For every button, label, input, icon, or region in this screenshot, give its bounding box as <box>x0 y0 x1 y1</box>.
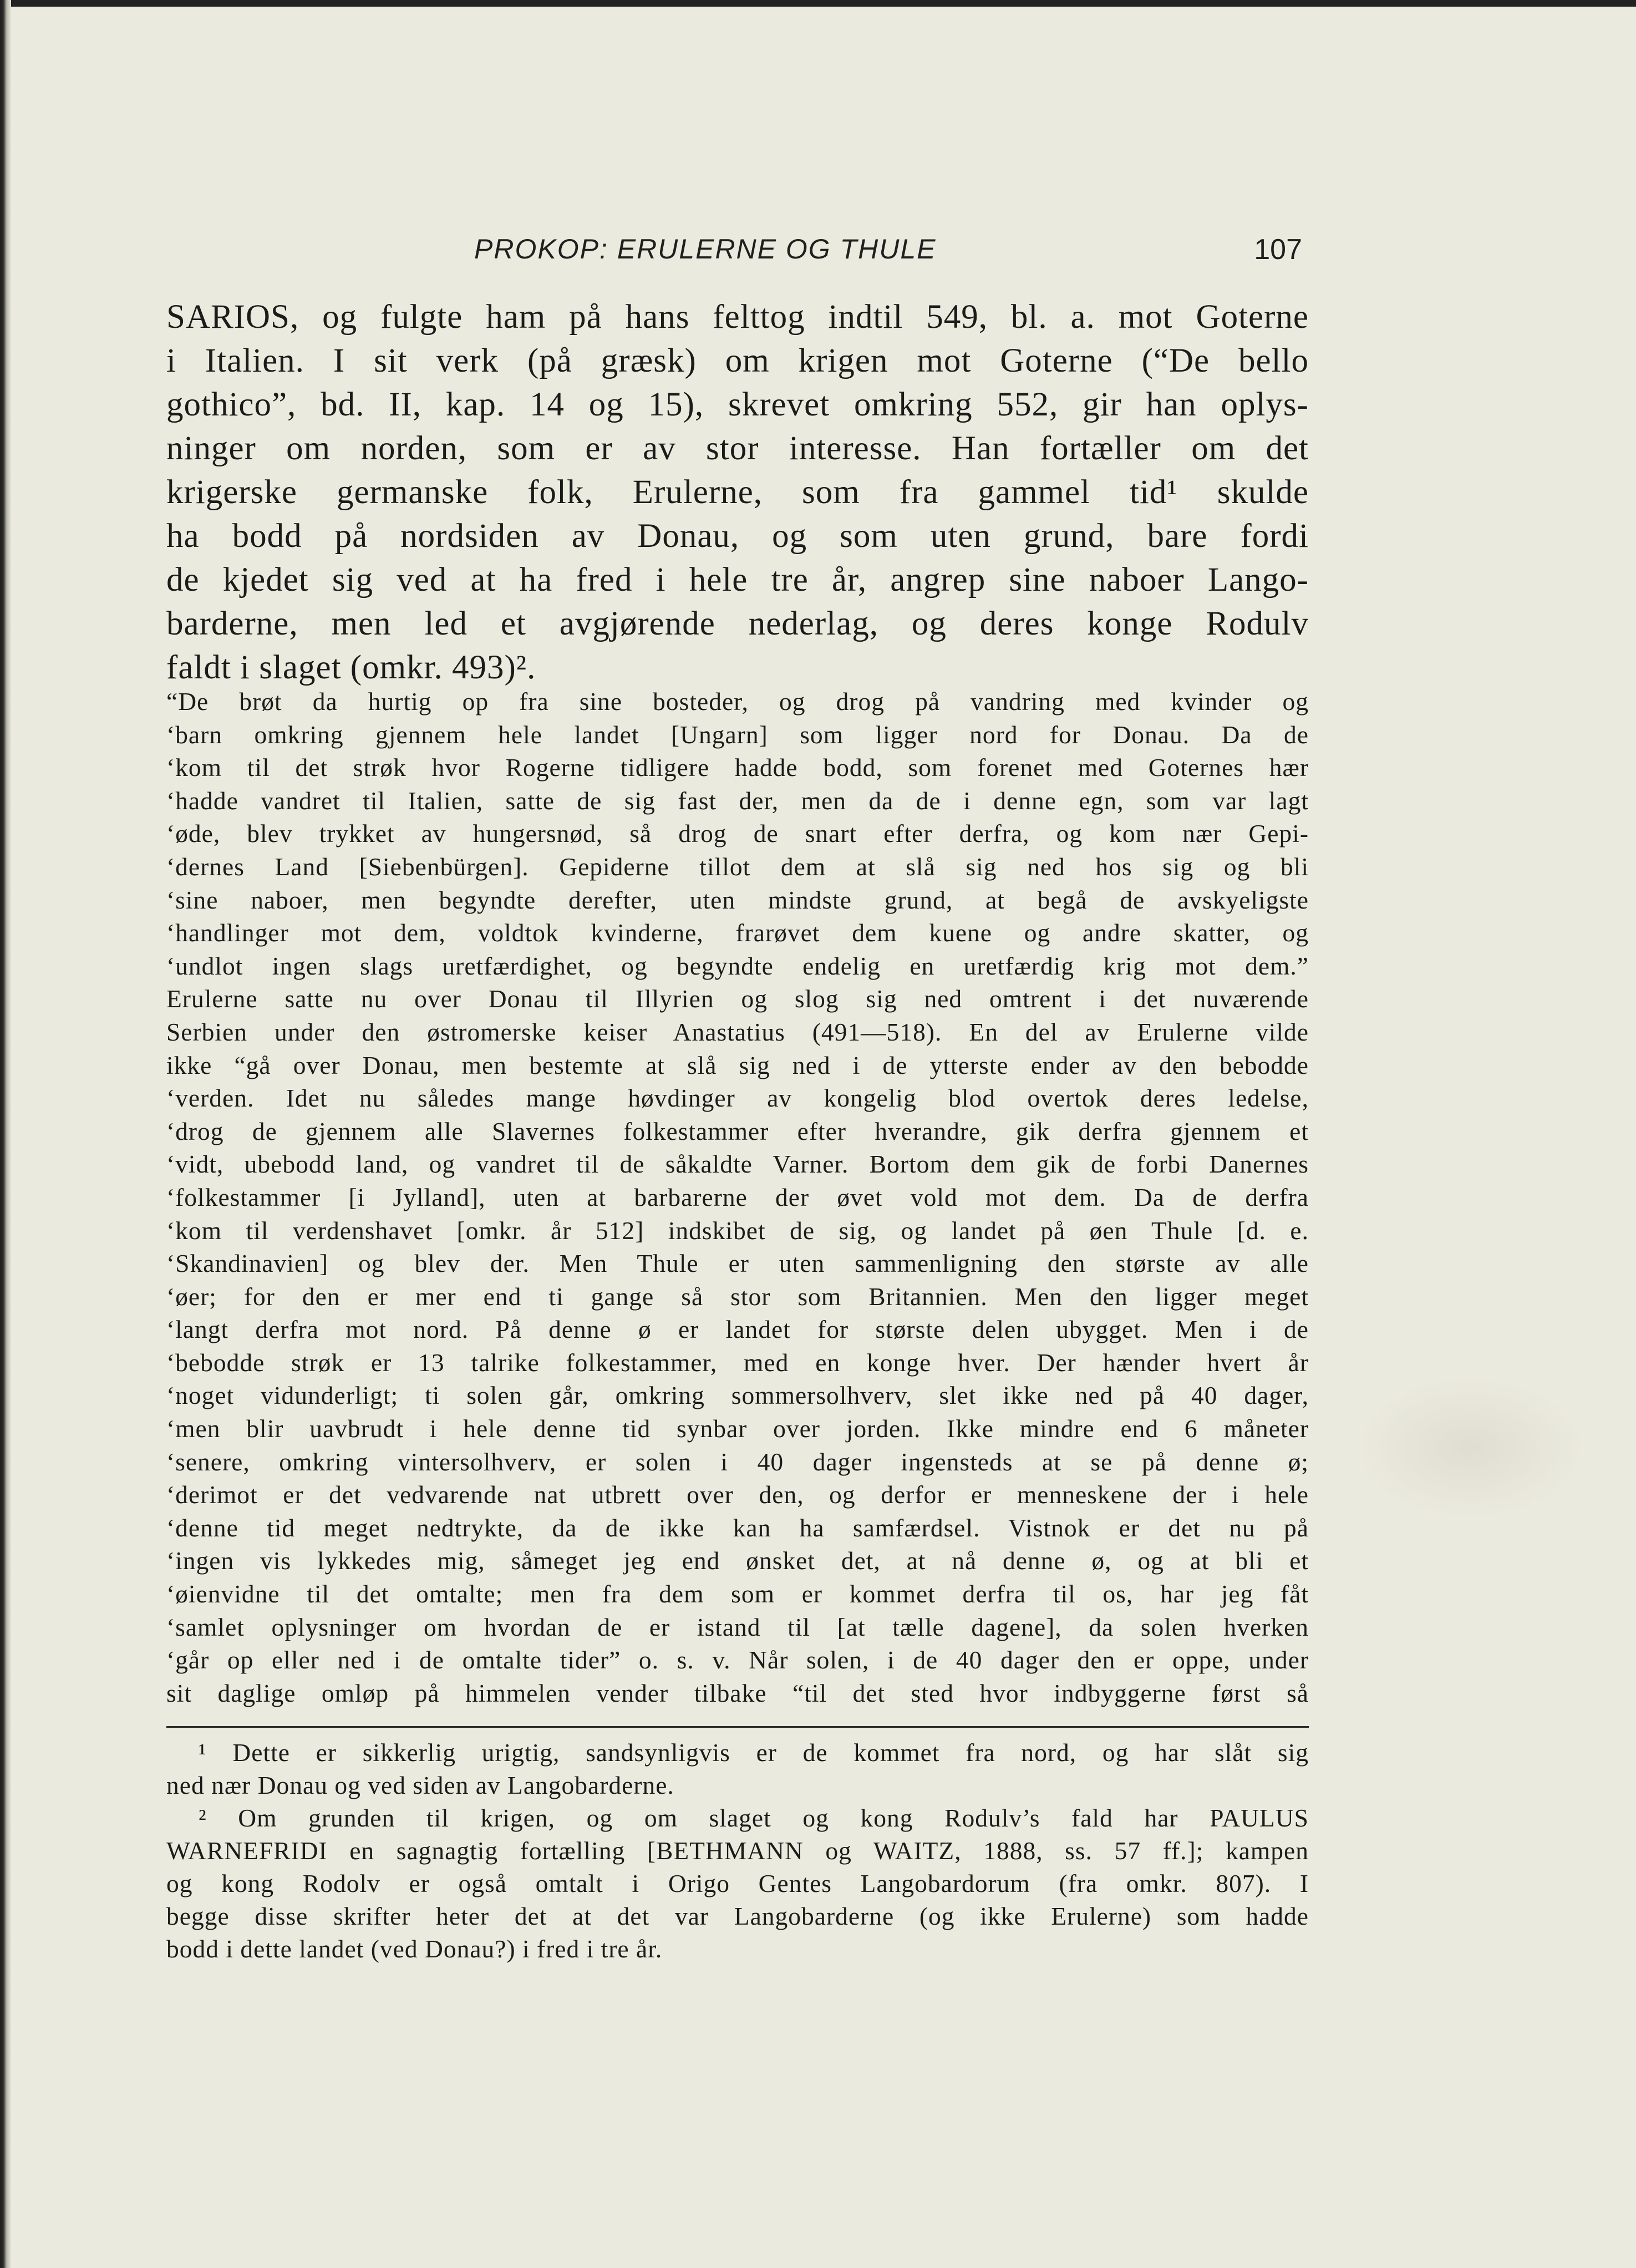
footnote-line: begge disse skrifter heter det at det var Langobarderne (og ikke Erulerne) som hadde <box>166 1902 1309 1930</box>
quote-line: ‘bebodde strøk er 13 talrike folkestammer, med en konge hver. Der hænder hvert år <box>166 1348 1309 1377</box>
quote-line: ‘folkestammer [i Jylland], uten at barbarerne der øvet vold mot dem. Da de derfra <box>166 1183 1309 1211</box>
quote-line: Serbien under den østromerske keiser Anastatius (491—518). En del av Erulerne vilde <box>166 1017 1309 1046</box>
text-line: de kjedet sig ved at ha fred i hele tre år, angrep sine naboer Lango- <box>166 561 1309 598</box>
text-line: i Italien. I sit verk (på græsk) om krigen mot Goterne (“De bello <box>166 342 1309 379</box>
footnote-line: ¹ Dette er sikkerlig urigtig, sandsynligvis er de kommet fra nord, og har slåt sig <box>199 1738 1309 1767</box>
page-number: 107 <box>1254 234 1302 266</box>
text-line: barderne, men led et avgjørende nederlag, og deres konge Rodulv <box>166 605 1309 642</box>
quote-line: sit daglige omløp på himmelen vender tilbake “til det sted hvor indbyggerne først så <box>166 1678 1309 1707</box>
running-head <box>166 233 1309 272</box>
text-line: ha bodd på nordsiden av Donau, og som uten grund, bare fordi <box>166 517 1309 555</box>
quote-line: ‘vidt, ubebodd land, og vandret til de såkaldte Varner. Bortom dem gik de forbi Danernes <box>166 1150 1309 1179</box>
paper-stain <box>1353 1376 1586 1520</box>
text-line: SARIOS, og fulgte ham på hans felttog indtil 549, bl. a. mot Goterne <box>166 298 1309 336</box>
quote-line: ‘drog de gjennem alle Slavernes folkestammer efter hverandre, gik derfra gjennem et <box>166 1117 1309 1145</box>
quote-line: ‘barn omkring gjennem hele landet [Ungarn] som ligger nord for Donau. Da de <box>166 720 1309 749</box>
quote-line: ‘verden. Idet nu således mange høvdinger av kongelig blod overtok deres ledelse, <box>166 1084 1309 1113</box>
quote-line: ‘derimot er det vedvarende nat utbrett over den, og derfor er menneskene der i hele <box>166 1480 1309 1509</box>
quote-line: ‘øienvidne til det omtalte; men fra dem som er kommet derfra til os, har jeg fåt <box>166 1580 1309 1609</box>
footnote-divider <box>166 1726 1309 1728</box>
quote-line: ‘denne tid meget nedtrykte, da de ikke kan ha samfærdsel. Vistnok er det nu på <box>166 1513 1309 1542</box>
text-line: faldt i slaget (omkr. 493)². <box>166 649 536 686</box>
footnote-line: ² Om grunden til krigen, og om slaget og kong Rodulv’s fald har PAULUS <box>199 1804 1309 1832</box>
footnote-line: bodd i dette landet (ved Donau?) i fred i tre år. <box>166 1935 663 1963</box>
quote-line: ‘undlot ingen slags uretfærdighet, og begyndte endelig en uretfærdig krig mot dem.” <box>166 951 1309 980</box>
quote-line: ‘sine naboer, men begyndte derefter, uten mindste grund, at begå de avskyeligste <box>166 885 1309 914</box>
body-paragraph <box>166 295 1309 689</box>
quote-line: ‘samlet oplysninger om hvordan de er istand til [at tælle dagene], da solen hverken <box>166 1612 1309 1641</box>
quote-line: ‘øde, blev trykket av hungersnød, så drog de snart efter derfra, og kom nær Gepi- <box>166 819 1309 848</box>
quote-line: ‘øer; for den er mer end ti gange så stor som Britannien. Men den ligger meget <box>166 1282 1309 1311</box>
quotation-block <box>166 685 1309 1709</box>
quote-line: ikke “gå over Donau, men bestemte at slå sig ned i de ytterste ender av den bebodde <box>166 1051 1309 1079</box>
quote-line: ‘går op eller ned i de omtalte tider” o. s. v. Når solen, i de 40 dager den er oppe, under <box>166 1646 1309 1675</box>
quote-line: “De brøt da hurtig op fra sine bosteder, og drog på vandring med kvinder og <box>166 687 1309 716</box>
quote-line: ‘men blir uavbrudt i hele denne tid synbar over jorden. Ikke mindre end 6 måneter <box>166 1414 1309 1443</box>
quote-line: ‘noget vidunderligt; ti solen går, omkring sommersolhverv, slet ikke ned på 40 dager, <box>166 1381 1309 1410</box>
footnote-line: ned nær Donau og ved siden av Langobarderne. <box>166 1771 674 1799</box>
quote-line: ‘Skandinavien] og blev der. Men Thule er uten sammenligning den største av alle <box>166 1249 1309 1278</box>
text-line: ninger om norden, som er av stor interesse. Han fortæller om det <box>166 430 1309 467</box>
quote-line: ‘kom til det strøk hvor Rogerne tidligere hadde bodd, som forenet med Goternes hær <box>166 753 1309 782</box>
scan-edge-top <box>0 0 1636 7</box>
text-line: gothico”, bd. II, kap. 14 og 15), skrevet omkring 552, gir han oplys- <box>166 386 1309 423</box>
quote-line: ‘hadde vandret til Italien, satte de sig fast der, men da de i denne egn, som var lagt <box>166 786 1309 815</box>
footnote-2 <box>166 1802 1309 1965</box>
running-title: PROKOP: ERULERNE OG THULE <box>474 234 937 265</box>
footnote-line: WARNEFRIDI en sagnagtig fortælling [BETHMANN og WAITZ, 1888, ss. 57 ff.]; kampen <box>166 1836 1309 1865</box>
quote-line: Erulerne satte nu over Donau til Illyrien og slog sig ned omtrent i det nuværende <box>166 985 1309 1013</box>
quote-line: ‘senere, omkring vintersolhverv, er solen i 40 dager ingensteds at se på denne ø; <box>166 1447 1309 1476</box>
footnote-1 <box>166 1736 1309 1802</box>
quote-line: ‘dernes Land [Siebenbürgen]. Gepiderne tillot dem at slå sig ned hos sig og bli <box>166 852 1309 881</box>
footnote-line: og kong Rodolv er også omtalt i Origo Gentes Langobardorum (fra omkr. 807). I <box>166 1869 1309 1897</box>
quote-line: ‘langt derfra mot nord. På denne ø er landet for største delen ubygget. Men i de <box>166 1315 1309 1344</box>
scan-edge-left <box>0 0 11 2268</box>
footnotes <box>166 1736 1309 1965</box>
quote-line: ‘kom til verdenshavet [omkr. år 512] indskibet de sig, og landet på øen Thule [d. e. <box>166 1216 1309 1245</box>
quote-line: ‘ingen vis lykkedes mig, såmeget jeg end ønsket det, at nå denne ø, og at bli et <box>166 1546 1309 1575</box>
quote-line: ‘handlinger mot dem, voldtok kvinderne, frarøvet dem kuene og andre skatter, og <box>166 919 1309 947</box>
text-line: krigerske germanske folk, Erulerne, som fra gammel tid¹ skulde <box>166 474 1309 511</box>
